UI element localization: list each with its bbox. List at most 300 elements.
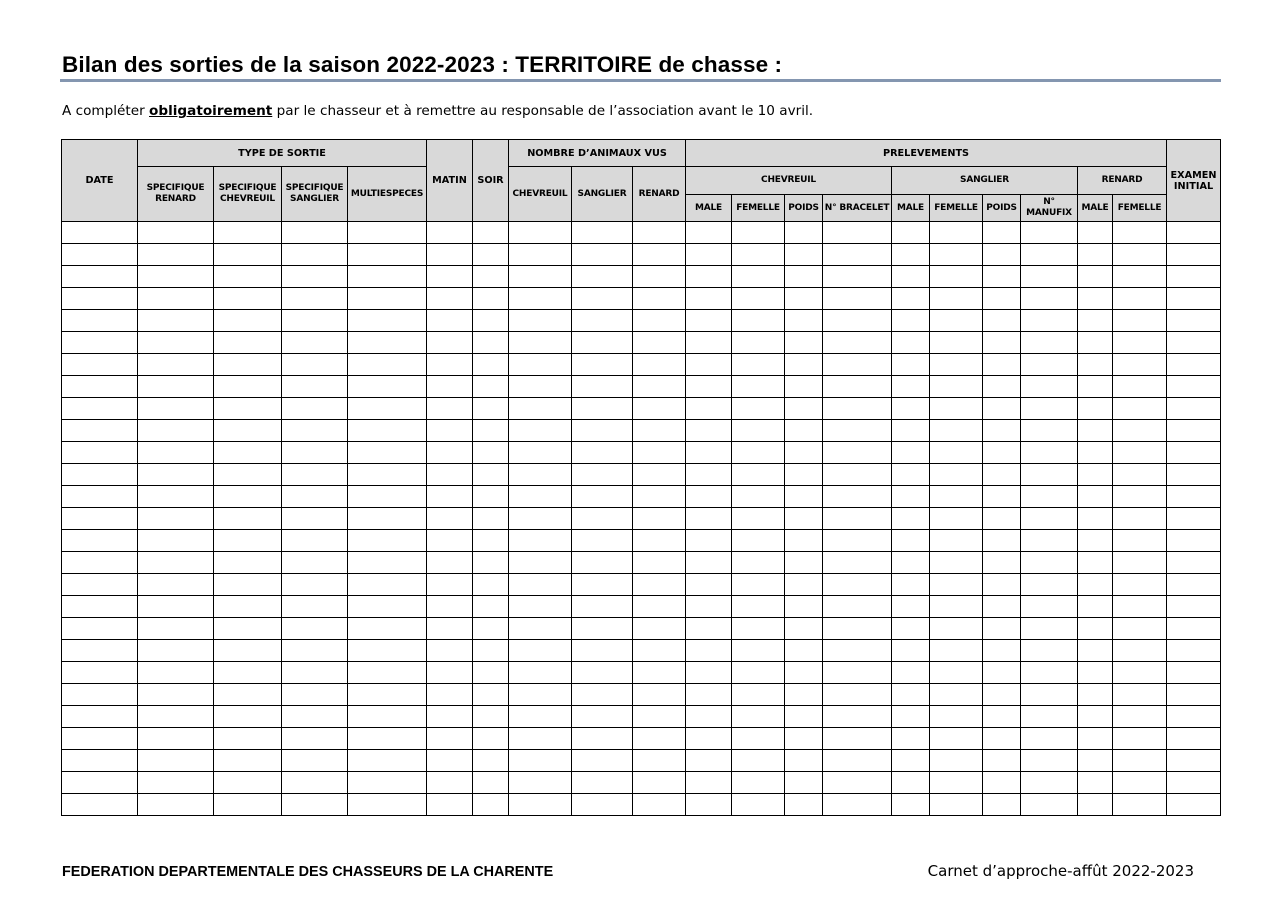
table-cell[interactable] [138, 310, 214, 332]
table-cell[interactable] [983, 266, 1021, 288]
table-cell[interactable] [1113, 618, 1167, 640]
table-cell[interactable] [686, 464, 732, 486]
table-cell[interactable] [214, 332, 282, 354]
table-cell[interactable] [1113, 750, 1167, 772]
table-cell[interactable] [1078, 596, 1113, 618]
table-cell[interactable] [633, 310, 686, 332]
table-cell[interactable] [138, 662, 214, 684]
table-cell[interactable] [1021, 750, 1078, 772]
table-cell[interactable] [138, 376, 214, 398]
table-cell[interactable] [892, 728, 930, 750]
table-cell[interactable] [823, 332, 892, 354]
table-cell[interactable] [348, 684, 427, 706]
table-cell[interactable] [282, 706, 348, 728]
table-cell[interactable] [427, 420, 473, 442]
table-cell[interactable] [214, 794, 282, 816]
table-cell[interactable] [633, 552, 686, 574]
table-cell[interactable] [823, 442, 892, 464]
table-cell[interactable] [1167, 640, 1221, 662]
table-cell[interactable] [785, 354, 823, 376]
table-cell[interactable] [732, 794, 785, 816]
table-cell[interactable] [892, 794, 930, 816]
table-cell[interactable] [282, 728, 348, 750]
table-cell[interactable] [62, 332, 138, 354]
table-cell[interactable] [1078, 530, 1113, 552]
table-cell[interactable] [732, 332, 785, 354]
table-cell[interactable] [214, 464, 282, 486]
table-cell[interactable] [138, 332, 214, 354]
table-cell[interactable] [282, 794, 348, 816]
table-cell[interactable] [1078, 618, 1113, 640]
table-cell[interactable] [1078, 420, 1113, 442]
table-cell[interactable] [732, 354, 785, 376]
table-cell[interactable] [785, 618, 823, 640]
table-cell[interactable] [1021, 574, 1078, 596]
table-cell[interactable] [1078, 222, 1113, 244]
table-cell[interactable] [930, 794, 983, 816]
table-cell[interactable] [1021, 398, 1078, 420]
table-cell[interactable] [473, 354, 509, 376]
table-cell[interactable] [509, 772, 572, 794]
table-cell[interactable] [983, 684, 1021, 706]
table-cell[interactable] [983, 750, 1021, 772]
table-cell[interactable] [732, 750, 785, 772]
table-cell[interactable] [509, 310, 572, 332]
table-cell[interactable] [214, 772, 282, 794]
table-cell[interactable] [138, 640, 214, 662]
table-cell[interactable] [509, 486, 572, 508]
table-cell[interactable] [892, 376, 930, 398]
table-cell[interactable] [62, 266, 138, 288]
table-cell[interactable] [62, 574, 138, 596]
table-cell[interactable] [348, 266, 427, 288]
table-cell[interactable] [633, 706, 686, 728]
table-cell[interactable] [509, 794, 572, 816]
table-cell[interactable] [983, 772, 1021, 794]
table-cell[interactable] [983, 398, 1021, 420]
table-cell[interactable] [686, 508, 732, 530]
table-cell[interactable] [633, 288, 686, 310]
table-cell[interactable] [427, 486, 473, 508]
table-cell[interactable] [732, 310, 785, 332]
table-cell[interactable] [427, 508, 473, 530]
table-cell[interactable] [633, 442, 686, 464]
table-cell[interactable] [892, 552, 930, 574]
table-cell[interactable] [138, 530, 214, 552]
table-cell[interactable] [282, 222, 348, 244]
table-cell[interactable] [785, 552, 823, 574]
table-cell[interactable] [572, 508, 633, 530]
table-cell[interactable] [282, 398, 348, 420]
table-cell[interactable] [930, 552, 983, 574]
table-cell[interactable] [62, 244, 138, 266]
table-cell[interactable] [282, 486, 348, 508]
table-cell[interactable] [427, 596, 473, 618]
table-cell[interactable] [1021, 794, 1078, 816]
table-cell[interactable] [732, 464, 785, 486]
table-cell[interactable] [1021, 684, 1078, 706]
table-cell[interactable] [509, 706, 572, 728]
table-cell[interactable] [1021, 464, 1078, 486]
table-cell[interactable] [930, 354, 983, 376]
table-cell[interactable] [572, 310, 633, 332]
table-cell[interactable] [983, 376, 1021, 398]
table-cell[interactable] [138, 266, 214, 288]
table-cell[interactable] [427, 750, 473, 772]
table-cell[interactable] [282, 332, 348, 354]
table-cell[interactable] [138, 552, 214, 574]
table-cell[interactable] [473, 772, 509, 794]
table-cell[interactable] [633, 728, 686, 750]
table-cell[interactable] [732, 266, 785, 288]
table-cell[interactable] [633, 794, 686, 816]
table-cell[interactable] [1113, 222, 1167, 244]
table-cell[interactable] [282, 618, 348, 640]
table-cell[interactable] [686, 772, 732, 794]
table-cell[interactable] [732, 772, 785, 794]
table-cell[interactable] [823, 398, 892, 420]
table-cell[interactable] [214, 354, 282, 376]
table-cell[interactable] [1167, 442, 1221, 464]
table-cell[interactable] [823, 420, 892, 442]
table-cell[interactable] [214, 288, 282, 310]
table-cell[interactable] [930, 420, 983, 442]
table-cell[interactable] [214, 640, 282, 662]
table-cell[interactable] [62, 398, 138, 420]
table-cell[interactable] [1078, 794, 1113, 816]
table-cell[interactable] [983, 794, 1021, 816]
table-cell[interactable] [1167, 750, 1221, 772]
table-cell[interactable] [214, 508, 282, 530]
table-cell[interactable] [1078, 354, 1113, 376]
table-cell[interactable] [892, 288, 930, 310]
table-cell[interactable] [633, 222, 686, 244]
table-cell[interactable] [509, 420, 572, 442]
table-cell[interactable] [732, 420, 785, 442]
table-cell[interactable] [1021, 486, 1078, 508]
table-cell[interactable] [509, 596, 572, 618]
table-cell[interactable] [785, 420, 823, 442]
table-cell[interactable] [983, 508, 1021, 530]
table-cell[interactable] [732, 508, 785, 530]
table-cell[interactable] [427, 464, 473, 486]
table-cell[interactable] [62, 552, 138, 574]
table-cell[interactable] [823, 552, 892, 574]
table-cell[interactable] [282, 310, 348, 332]
table-cell[interactable] [138, 728, 214, 750]
table-cell[interactable] [785, 684, 823, 706]
table-cell[interactable] [892, 310, 930, 332]
table-cell[interactable] [633, 662, 686, 684]
table-cell[interactable] [138, 398, 214, 420]
table-cell[interactable] [572, 442, 633, 464]
table-cell[interactable] [473, 794, 509, 816]
table-cell[interactable] [823, 464, 892, 486]
table-cell[interactable] [732, 684, 785, 706]
table-cell[interactable] [732, 288, 785, 310]
table-cell[interactable] [1021, 596, 1078, 618]
table-cell[interactable] [509, 574, 572, 596]
table-cell[interactable] [62, 310, 138, 332]
table-cell[interactable] [983, 332, 1021, 354]
table-cell[interactable] [473, 332, 509, 354]
table-cell[interactable] [427, 442, 473, 464]
table-cell[interactable] [892, 750, 930, 772]
table-cell[interactable] [892, 332, 930, 354]
table-cell[interactable] [785, 376, 823, 398]
table-cell[interactable] [1113, 794, 1167, 816]
table-cell[interactable] [823, 728, 892, 750]
table-cell[interactable] [1021, 442, 1078, 464]
table-cell[interactable] [1167, 574, 1221, 596]
table-cell[interactable] [930, 266, 983, 288]
table-cell[interactable] [823, 354, 892, 376]
table-cell[interactable] [348, 706, 427, 728]
table-cell[interactable] [785, 750, 823, 772]
table-cell[interactable] [62, 662, 138, 684]
table-cell[interactable] [572, 354, 633, 376]
table-cell[interactable] [1113, 376, 1167, 398]
table-cell[interactable] [823, 772, 892, 794]
table-cell[interactable] [1021, 772, 1078, 794]
table-cell[interactable] [1113, 420, 1167, 442]
table-cell[interactable] [823, 310, 892, 332]
table-cell[interactable] [572, 464, 633, 486]
table-cell[interactable] [138, 596, 214, 618]
table-cell[interactable] [930, 750, 983, 772]
table-cell[interactable] [214, 530, 282, 552]
table-cell[interactable] [983, 662, 1021, 684]
table-cell[interactable] [983, 552, 1021, 574]
table-cell[interactable] [785, 596, 823, 618]
table-cell[interactable] [509, 332, 572, 354]
table-cell[interactable] [572, 486, 633, 508]
table-cell[interactable] [633, 596, 686, 618]
table-cell[interactable] [732, 662, 785, 684]
table-cell[interactable] [686, 398, 732, 420]
table-cell[interactable] [983, 706, 1021, 728]
table-cell[interactable] [1167, 618, 1221, 640]
table-cell[interactable] [473, 508, 509, 530]
table-cell[interactable] [473, 728, 509, 750]
table-cell[interactable] [930, 618, 983, 640]
table-cell[interactable] [1078, 310, 1113, 332]
table-cell[interactable] [214, 266, 282, 288]
table-cell[interactable] [892, 640, 930, 662]
table-cell[interactable] [62, 442, 138, 464]
table-cell[interactable] [1113, 354, 1167, 376]
table-cell[interactable] [633, 684, 686, 706]
table-cell[interactable] [732, 596, 785, 618]
table-cell[interactable] [785, 222, 823, 244]
table-cell[interactable] [892, 442, 930, 464]
table-cell[interactable] [348, 750, 427, 772]
table-cell[interactable] [138, 750, 214, 772]
table-cell[interactable] [348, 640, 427, 662]
table-cell[interactable] [62, 464, 138, 486]
table-cell[interactable] [1113, 662, 1167, 684]
table-cell[interactable] [1113, 508, 1167, 530]
table-cell[interactable] [62, 508, 138, 530]
table-cell[interactable] [785, 508, 823, 530]
table-cell[interactable] [1167, 508, 1221, 530]
table-cell[interactable] [572, 574, 633, 596]
table-cell[interactable] [427, 552, 473, 574]
table-cell[interactable] [785, 486, 823, 508]
table-cell[interactable] [983, 442, 1021, 464]
table-cell[interactable] [633, 376, 686, 398]
table-cell[interactable] [473, 288, 509, 310]
table-cell[interactable] [633, 640, 686, 662]
table-cell[interactable] [930, 728, 983, 750]
table-cell[interactable] [214, 618, 282, 640]
table-cell[interactable] [509, 222, 572, 244]
table-cell[interactable] [138, 354, 214, 376]
table-cell[interactable] [892, 398, 930, 420]
table-cell[interactable] [473, 398, 509, 420]
table-cell[interactable] [1113, 706, 1167, 728]
table-cell[interactable] [983, 596, 1021, 618]
table-cell[interactable] [785, 662, 823, 684]
table-cell[interactable] [823, 508, 892, 530]
table-cell[interactable] [686, 684, 732, 706]
table-cell[interactable] [62, 618, 138, 640]
table-cell[interactable] [1078, 442, 1113, 464]
table-cell[interactable] [930, 464, 983, 486]
table-cell[interactable] [1021, 728, 1078, 750]
table-cell[interactable] [1078, 464, 1113, 486]
table-cell[interactable] [572, 662, 633, 684]
table-cell[interactable] [930, 596, 983, 618]
table-cell[interactable] [509, 464, 572, 486]
table-cell[interactable] [282, 772, 348, 794]
table-cell[interactable] [427, 684, 473, 706]
table-cell[interactable] [892, 772, 930, 794]
table-cell[interactable] [62, 684, 138, 706]
table-cell[interactable] [1167, 266, 1221, 288]
table-cell[interactable] [1078, 244, 1113, 266]
table-cell[interactable] [1113, 574, 1167, 596]
table-cell[interactable] [1113, 442, 1167, 464]
table-cell[interactable] [785, 442, 823, 464]
table-cell[interactable] [473, 442, 509, 464]
table-cell[interactable] [823, 794, 892, 816]
table-cell[interactable] [633, 420, 686, 442]
table-cell[interactable] [473, 574, 509, 596]
table-cell[interactable] [138, 684, 214, 706]
table-cell[interactable] [930, 332, 983, 354]
table-cell[interactable] [823, 266, 892, 288]
table-cell[interactable] [427, 772, 473, 794]
table-cell[interactable] [930, 376, 983, 398]
table-cell[interactable] [1078, 508, 1113, 530]
table-cell[interactable] [732, 486, 785, 508]
table-cell[interactable] [348, 486, 427, 508]
table-cell[interactable] [785, 398, 823, 420]
table-cell[interactable] [427, 332, 473, 354]
table-cell[interactable] [138, 772, 214, 794]
table-cell[interactable] [1078, 728, 1113, 750]
table-cell[interactable] [282, 420, 348, 442]
table-cell[interactable] [633, 266, 686, 288]
table-cell[interactable] [572, 684, 633, 706]
table-cell[interactable] [348, 222, 427, 244]
table-cell[interactable] [732, 618, 785, 640]
table-cell[interactable] [930, 640, 983, 662]
table-cell[interactable] [732, 398, 785, 420]
table-cell[interactable] [572, 552, 633, 574]
table-cell[interactable] [427, 354, 473, 376]
table-cell[interactable] [823, 486, 892, 508]
table-cell[interactable] [62, 376, 138, 398]
table-cell[interactable] [572, 618, 633, 640]
table-cell[interactable] [732, 244, 785, 266]
table-cell[interactable] [282, 596, 348, 618]
table-cell[interactable] [282, 750, 348, 772]
table-cell[interactable] [1167, 376, 1221, 398]
table-cell[interactable] [1021, 706, 1078, 728]
table-cell[interactable] [633, 464, 686, 486]
table-cell[interactable] [785, 530, 823, 552]
table-cell[interactable] [732, 728, 785, 750]
table-cell[interactable] [427, 222, 473, 244]
table-cell[interactable] [930, 486, 983, 508]
table-cell[interactable] [348, 508, 427, 530]
table-cell[interactable] [1167, 310, 1221, 332]
table-cell[interactable] [1167, 244, 1221, 266]
table-cell[interactable] [348, 244, 427, 266]
table-cell[interactable] [785, 288, 823, 310]
table-cell[interactable] [892, 684, 930, 706]
table-cell[interactable] [572, 706, 633, 728]
table-cell[interactable] [427, 706, 473, 728]
table-cell[interactable] [785, 332, 823, 354]
table-cell[interactable] [348, 662, 427, 684]
table-cell[interactable] [1021, 662, 1078, 684]
table-cell[interactable] [1021, 420, 1078, 442]
table-cell[interactable] [348, 772, 427, 794]
table-cell[interactable] [427, 728, 473, 750]
table-cell[interactable] [686, 530, 732, 552]
table-cell[interactable] [348, 332, 427, 354]
table-cell[interactable] [1113, 552, 1167, 574]
table-cell[interactable] [633, 354, 686, 376]
table-cell[interactable] [983, 640, 1021, 662]
table-cell[interactable] [686, 574, 732, 596]
table-cell[interactable] [1021, 222, 1078, 244]
table-cell[interactable] [1021, 508, 1078, 530]
table-cell[interactable] [892, 508, 930, 530]
table-cell[interactable] [473, 376, 509, 398]
table-cell[interactable] [1078, 552, 1113, 574]
table-cell[interactable] [732, 552, 785, 574]
table-cell[interactable] [633, 530, 686, 552]
table-cell[interactable] [1167, 596, 1221, 618]
table-cell[interactable] [572, 222, 633, 244]
table-cell[interactable] [983, 728, 1021, 750]
table-cell[interactable] [572, 750, 633, 772]
table-cell[interactable] [983, 464, 1021, 486]
table-cell[interactable] [1078, 574, 1113, 596]
table-cell[interactable] [473, 222, 509, 244]
table-cell[interactable] [1113, 684, 1167, 706]
table-cell[interactable] [686, 706, 732, 728]
table-cell[interactable] [214, 552, 282, 574]
table-cell[interactable] [427, 640, 473, 662]
table-cell[interactable] [1113, 464, 1167, 486]
table-cell[interactable] [785, 706, 823, 728]
table-cell[interactable] [509, 376, 572, 398]
